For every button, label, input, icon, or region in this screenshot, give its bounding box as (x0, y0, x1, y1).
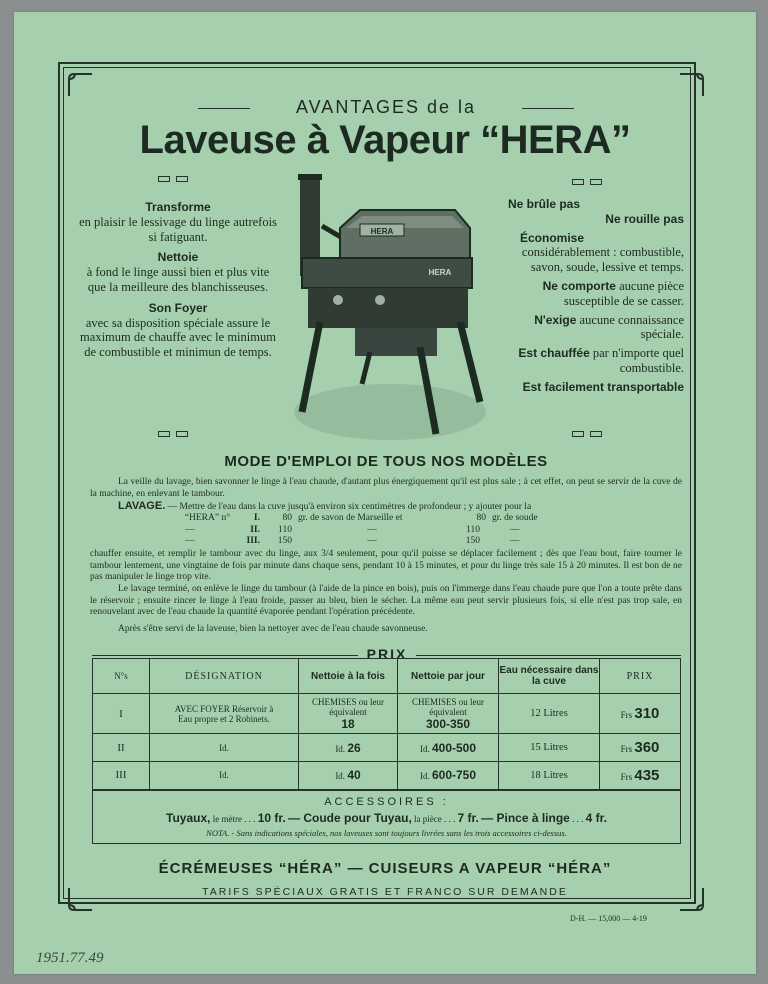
column-header: Eau nécessaire dans la cuve (499, 659, 600, 694)
machine-band-label: HERA (428, 268, 452, 277)
feature-title: Est facilement transportable (522, 379, 684, 394)
accessories-list: Tuyaux, le mètre . . . 10 fr. — Coude pour Tuyau, la pièce . . . 7 fr. — Pince à linge . . . 4 fr. (166, 810, 607, 825)
price-table (92, 658, 681, 844)
printer-mark: D-H. — 15,000 — 4-19 (570, 914, 647, 923)
feature-text: considérablement : combustible, savon, soude, lessive et temps. (521, 245, 684, 275)
feature-text: aucune connaissance spéciale. (579, 312, 684, 342)
instructions-body: chauffer ensuite, et remplir le tambour avec du linge, aux 3/4 seulement, pour qu'il puisse se déplacer facilement ; dès que l'eau bout, faire tourner le tambour lentement, une vingtaine de fois par minute dans chaque sens, pendant 10 à 15 minutes, et pour du linge très sale 15 à 20 minutes. Il est bon de ne pas manipuler le linge trop vite. (90, 549, 682, 583)
accessories-row (93, 790, 681, 844)
feature-text: aucune pièce susceptible de se casser. (563, 278, 684, 308)
column-header: N°s (93, 659, 150, 694)
feature-title: Ne brûle pas (508, 197, 581, 211)
feature-title: Ne rouille pas (605, 211, 684, 226)
lavage-line (90, 501, 682, 514)
right-feature-list (498, 197, 684, 395)
instructions-intro: La veille du lavage, bien savonner le linge à l'eau chaude, d'autant plus énergiquement qu'il est plus sale ; à cet effet, on peut se servir de la cuve de la machine, en enlevant le tambour. (90, 477, 682, 499)
left-feature-list (78, 200, 278, 360)
feature-title: Son Foyer (148, 300, 208, 315)
column-header: PRIX (600, 659, 681, 694)
footer-products: ÉCRÉMEUSES “HÉRA” — CUISEURS A VAPEUR “HÉRA” (158, 860, 612, 877)
column-header: DÉSIGNATION (150, 659, 299, 694)
instructions-title: MODE D'EMPLOI DE TOUS NOS MODÈLES (224, 453, 548, 470)
table-row: I AVEC FOYER Réservoir à Eau propre et 2 Robinets. CHEMISES ou leur équivalent 18 CHEMISES ou leur équivalent 300-350 12 Litres Frs 310 (93, 694, 681, 734)
inventory-number: 1951.77.49 (36, 950, 104, 966)
feature-text: à fond le linge aussi bien et plus vite que la meilleure des blanchisseuses. (86, 265, 270, 294)
price-section-title: PRIX (366, 646, 408, 662)
feature-title: N'exige (534, 312, 577, 327)
feature-text: avec sa disposition spéciale assure le maximum de chauffe avec le minimum de combustible et minimun de temps. (80, 315, 276, 360)
header-kicker: AVANTAGES de la (295, 97, 477, 117)
lavage-label: LAVAGE. (118, 500, 166, 512)
column-header: Nettoie par jour (398, 659, 499, 694)
lavage-text: — Mettre de l'eau dans la cuve jusqu'à environ six centimètres de profondeur ; y ajouter pour la (167, 502, 532, 512)
ornament-icon (572, 431, 602, 437)
corner-ornament-top-right (678, 70, 706, 98)
ornament-icon (158, 176, 188, 182)
machine-lid-label: HERA (370, 227, 394, 236)
ornament-icon (572, 179, 602, 185)
column-header: Nettoie à la fois (299, 659, 398, 694)
instructions-body-3: Après s'être servi de la laveuse, bien la nettoyer avec de l'eau chaude savonneuse. (118, 624, 428, 634)
feature-title: Est chauffée (518, 346, 590, 361)
page-title: Laveuse à Vapeur “HERA” (139, 118, 631, 162)
feature-text: en plaisir le lessivage du linge autrefois si fatiguant. (79, 214, 277, 244)
feature-title: Économise (520, 230, 585, 245)
corner-ornament-top-left (66, 70, 94, 98)
feature-text: par n'importe quel combustible. (592, 346, 684, 375)
washing-machine-illustration (290, 172, 490, 442)
table-row: III Id. Id. 40 Id. 600-750 18 Litres Frs 435 (93, 762, 681, 790)
accessories-title: ACCESSOIRES : (324, 795, 449, 808)
table-row: II Id. Id. 26 Id. 400-500 15 Litres Frs 360 (93, 734, 681, 762)
recipe-row: — II. 110 — 110 — (185, 524, 520, 535)
feature-title: Ne comporte (542, 278, 616, 293)
instructions-body-2: Le lavage terminé, on enlève le linge du tambour (à l'aide de la pince en bois), puis on l'immerge dans l'eau chaude pure que l'on a toute prête dans le réservoir ; ensuite rincer le linge à l'eau froide, passer au bleu, bien le sécher. La même eau peut servir plusieurs fois, si elle n'est pas trop sale, en renouvelant avec de l'eau chaude la quantité évaporée pendant l'opération précédente. (90, 584, 682, 618)
nota-text: NOTA. - Sans indications spéciales, nos laveuses sont toujours livrées sans les trois accessoires ci-dessus. (206, 827, 567, 838)
feature-title: Nettoie (157, 250, 199, 265)
recipe-row: — III. 150 — 150 — (185, 536, 520, 547)
ornament-icon (158, 431, 188, 437)
recipe-row: “HERA” n° I. 80 gr. de savon de Marseille et 80 gr. de soude (184, 513, 538, 523)
recipe-table (150, 513, 670, 548)
footer-tariffs: TARIFS SPÉCIAUX GRATIS ET FRANCO SUR DEMANDE (202, 886, 568, 898)
feature-title: Transforme (145, 200, 211, 214)
